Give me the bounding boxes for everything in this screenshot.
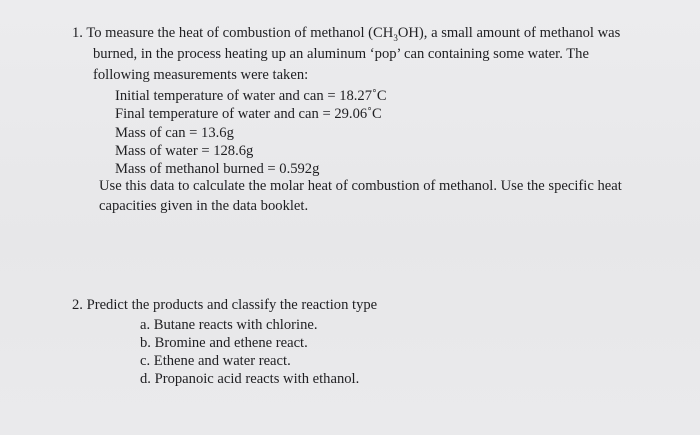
- question-2-item-a: a. Butane reacts with chlorine.: [140, 317, 318, 333]
- question-1-instruction-line-2: capacities given in the data booklet.: [99, 198, 309, 214]
- measurement-mass-can: Mass of can = 13.6g: [115, 125, 234, 141]
- question-2-item-d: d. Propanoic acid reacts with ethanol.: [140, 371, 360, 387]
- question-1-line-3: following measurements were taken:: [93, 67, 309, 83]
- question-1-line-1-prefix: 1. To measure the heat of combustion of methanol (CH: [72, 25, 394, 41]
- question-2-item-b: b. Bromine and ethene react.: [140, 335, 308, 351]
- methanol-subscript: 3: [393, 33, 398, 43]
- measurement-mass-water: Mass of water = 128.6g: [115, 143, 254, 159]
- question-2-item-c: c. Ethene and water react.: [140, 353, 291, 369]
- question-1-line-1-suffix: OH), a small amount of methanol was: [397, 25, 621, 41]
- question-1-instruction-line-1: Use this data to calculate the molar heat of combustion of methanol. Use the specific heat: [99, 178, 622, 194]
- question-1-line-1: [72, 24, 620, 43]
- question-2-prompt: 2. Predict the products and classify the reaction type: [72, 297, 378, 313]
- measurement-final-temperature: Final temperature of water and can = 29.06˚C: [115, 106, 382, 122]
- measurement-initial-temperature: Initial temperature of water and can = 18.27˚C: [115, 88, 387, 104]
- measurement-mass-methanol: Mass of methanol burned = 0.592g: [115, 161, 320, 177]
- question-1-line-2: burned, in the process heating up an aluminum ‘pop’ can containing some water. The: [93, 46, 589, 62]
